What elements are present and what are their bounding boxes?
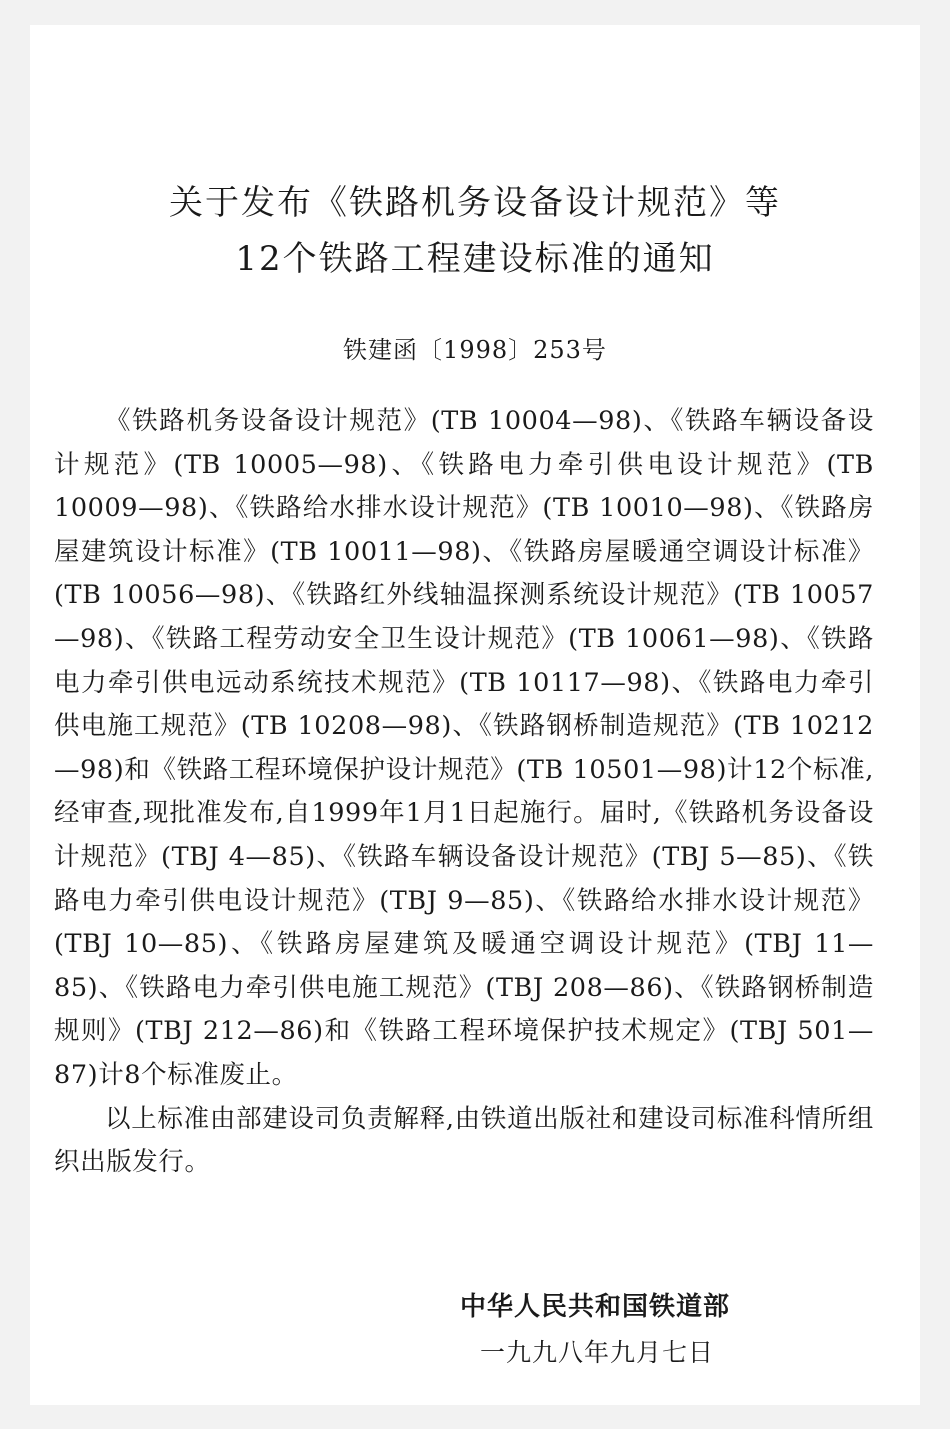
document-title: [30, 175, 920, 287]
title-line-1: 关于发布《铁路机务设备设计规范》等: [169, 183, 781, 223]
document-number: 铁建函〔1998〕253号: [343, 336, 607, 364]
document-page: [30, 25, 920, 1405]
issue-date: 一九九八年九月七日: [480, 1338, 715, 1367]
title-line-2: 12个铁路工程建设标准的通知: [235, 239, 715, 279]
signature-block: [460, 1287, 820, 1373]
document-body: [54, 400, 874, 1185]
body-paragraph-2: 以上标准由部建设司负责解释,由铁道出版社和建设司标准科情所组织出版发行。: [54, 1103, 874, 1178]
issuer-name: 中华人民共和国铁道部: [460, 1292, 731, 1322]
body-paragraph-1: 《铁路机务设备设计规范》(TB 10004—98)、《铁路车辆设备设计规范》(TB 10005—98)、《铁路电力牵引供电设计规范》(TB 10009—98)、《铁路给水排水设计规范》(TB 10010—98)、《铁路房屋建筑设计标准》(TB 10011—98)、《铁路房屋暖通空调设计标准》(TB 10056—98)、《铁路红外线轴温探测系统设计规范》(TB 10057—98)、《铁路工程劳动安全卫生设计规范》(TB 10061—98)、《铁路电力牵引供电远动系统技术规范》(TB 10117—98)、《铁路电力牵引供电施工规范》(TB 10208—98)、《铁路钢桥制造规范》(TB 10212—98)和《铁路工程环境保护设计规范》(TB 10501—98)计12个标准,经审查,现批准发布,自1999年1月1日起施行。届时,《铁路机务设备设计规范》(TBJ 4—85)、《铁路车辆设备设计规范》(TBJ 5—85)、《铁路电力牵引供电设计规范》(TBJ 9—85)、《铁路给水排水设计规范》(TBJ 10—85)、《铁路房屋建筑及暖通空调设计规范》(TBJ 11—85)、《铁路电力牵引供电施工规范》(TBJ 208—86)、《铁路钢桥制造规则》(TBJ 212—86)和《铁路工程环境保护技术规定》(TBJ 501—87)计8个标准废止。: [54, 406, 874, 1090]
